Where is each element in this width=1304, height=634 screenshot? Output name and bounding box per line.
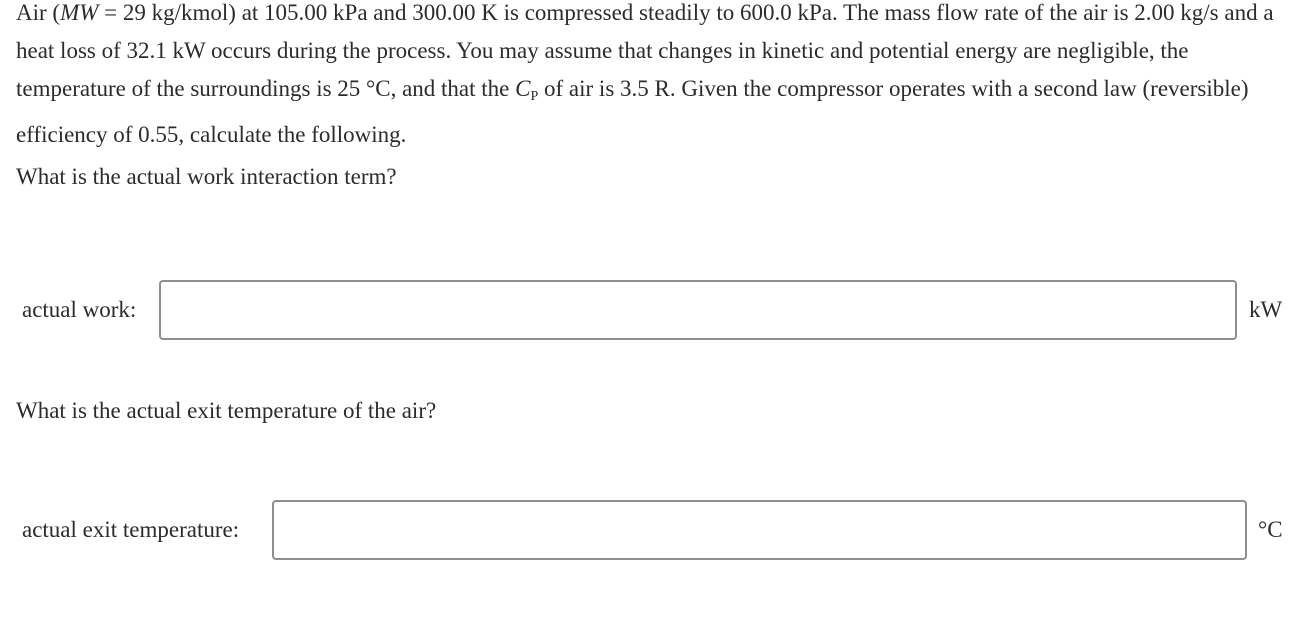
cp-symbol: C <box>515 76 531 101</box>
exit-temperature-label: actual exit temperature: <box>22 517 240 542</box>
problem-statement <box>16 0 1291 154</box>
actual-work-input[interactable] <box>159 280 1237 340</box>
problem-text-part2: = 29 kg/kmol) at 105.00 kPa and 300.00 K is compressed steadily to 600.0 kPa. The mass flow rate of the air is 2.00 kg/s and a heat loss of 32.1 kW occurs during the process. You may assume that changes in kinetic and potential energy are negligible, the temperature of the surroundings is 25 °C, and that the <box>16 0 1274 101</box>
problem-text-part1: Air ( <box>16 0 61 25</box>
exit-temperature-input[interactable] <box>272 500 1247 560</box>
question-exit-temperature: What is the actual exit temperature of the air? <box>16 398 437 423</box>
exit-temperature-unit: °C <box>1258 517 1283 542</box>
answer-row-exit-temperature <box>0 500 1304 560</box>
problem-text-part3: of air is 3.5 R. Given the compressor operates with a second law (reversible) efficiency of 0.55, calculate the following. <box>16 76 1249 147</box>
question-actual-work: What is the actual work interaction term? <box>16 164 397 189</box>
answer-row-actual-work <box>0 280 1304 340</box>
cp-subscript: P <box>530 89 539 104</box>
actual-work-label: actual work: <box>22 297 137 322</box>
actual-work-unit: kW <box>1249 297 1283 322</box>
molecular-weight-symbol: MW <box>60 0 99 25</box>
